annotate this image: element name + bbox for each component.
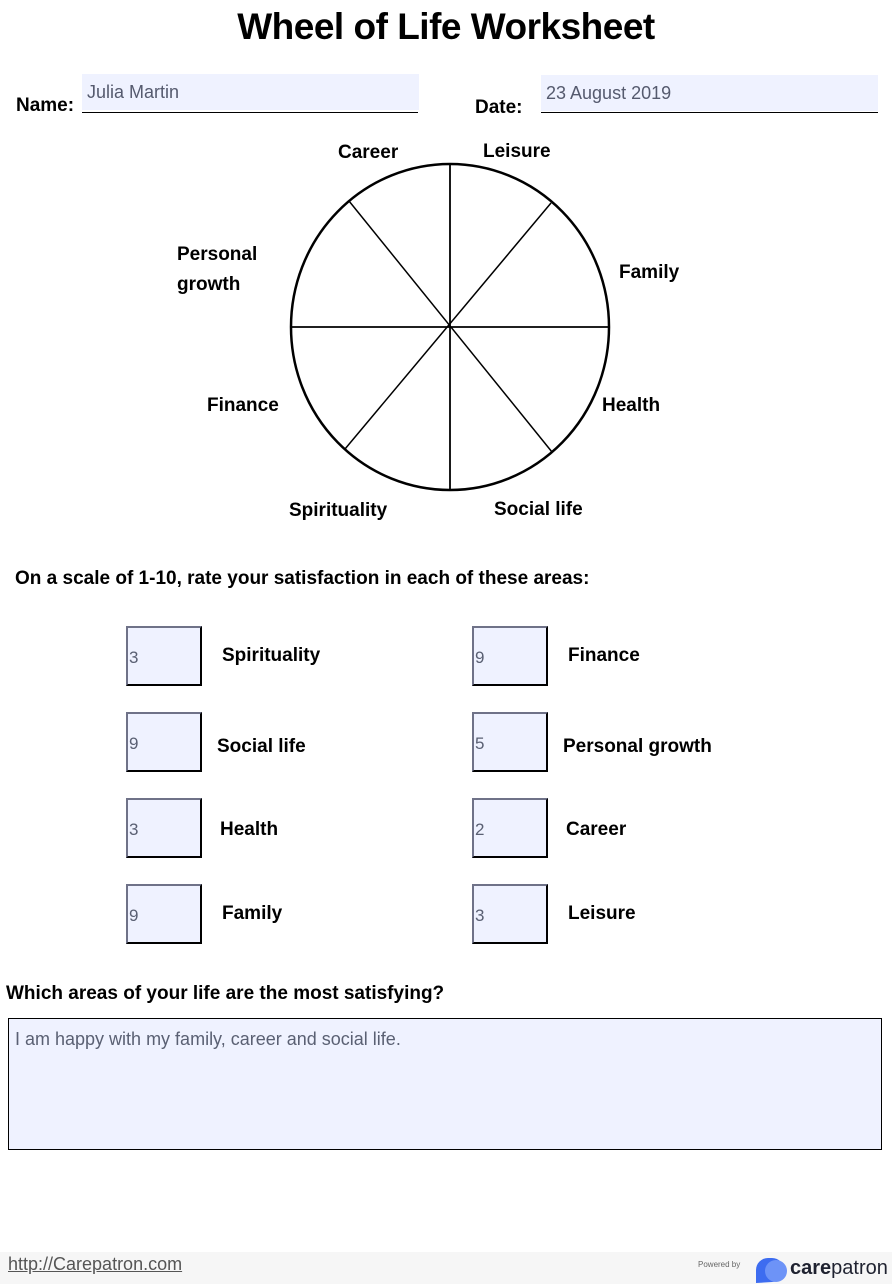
rating-input-career[interactable]: 2 [472, 798, 548, 858]
name-label: Name: [16, 95, 75, 116]
wheel-label-family: Family [619, 262, 680, 283]
life-wheel [280, 155, 620, 500]
date-underline [541, 112, 878, 113]
rating-input-health[interactable]: 3 [126, 798, 202, 858]
rating-label-personal-growth: Personal growth [563, 736, 712, 757]
brand-name-rest: patron [831, 1257, 888, 1279]
powered-by-text: Powered by [698, 1260, 741, 1269]
rating-prompt: On a scale of 1-10, rate your satisfaction in each of these areas: [15, 568, 590, 589]
satisfying-areas-answer[interactable]: I am happy with my family, career and social life. [8, 1018, 882, 1150]
wheel-label-leisure: Leisure [483, 141, 551, 162]
page-title: Wheel of Life Worksheet [237, 6, 655, 47]
wheel-label-finance: Finance [207, 395, 279, 416]
rating-label-career: Career [566, 819, 627, 840]
wheel-label-personal-growth-line2: growth [177, 274, 241, 295]
rating-label-spirituality: Spirituality [222, 645, 321, 666]
date-field[interactable]: 23 August 2019 [541, 75, 878, 111]
rating-label-social-life: Social life [217, 736, 306, 757]
rating-input-family[interactable]: 9 [126, 884, 202, 944]
wheel-label-health: Health [602, 395, 661, 416]
wheel-label-career: Career [338, 142, 399, 163]
rating-input-social-life[interactable]: 9 [126, 712, 202, 772]
date-label: Date: [475, 97, 523, 118]
rating-input-finance[interactable]: 9 [472, 626, 548, 686]
carepatron-brand-name [790, 1257, 888, 1280]
rating-input-spirituality[interactable]: 3 [126, 626, 202, 686]
rating-input-personal-growth[interactable]: 5 [472, 712, 548, 772]
name-underline [82, 112, 418, 113]
satisfying-areas-question: Which areas of your life are the most satisfying? [6, 983, 445, 1004]
rating-input-leisure[interactable]: 3 [472, 884, 548, 944]
carepatron-logo-icon [750, 1256, 788, 1284]
brand-name-bold: care [790, 1257, 832, 1279]
name-field[interactable]: Julia Martin [82, 74, 419, 110]
wheel-label-spirituality: Spirituality [289, 500, 388, 521]
rating-label-family: Family [222, 903, 283, 924]
wheel-label-personal-growth-line1: Personal [177, 244, 258, 265]
rating-label-health: Health [220, 819, 279, 840]
carepatron-link[interactable]: http://Carepatron.com [8, 1254, 183, 1274]
rating-label-finance: Finance [568, 645, 640, 666]
rating-label-leisure: Leisure [568, 903, 636, 924]
wheel-label-social-life: Social life [494, 499, 583, 520]
